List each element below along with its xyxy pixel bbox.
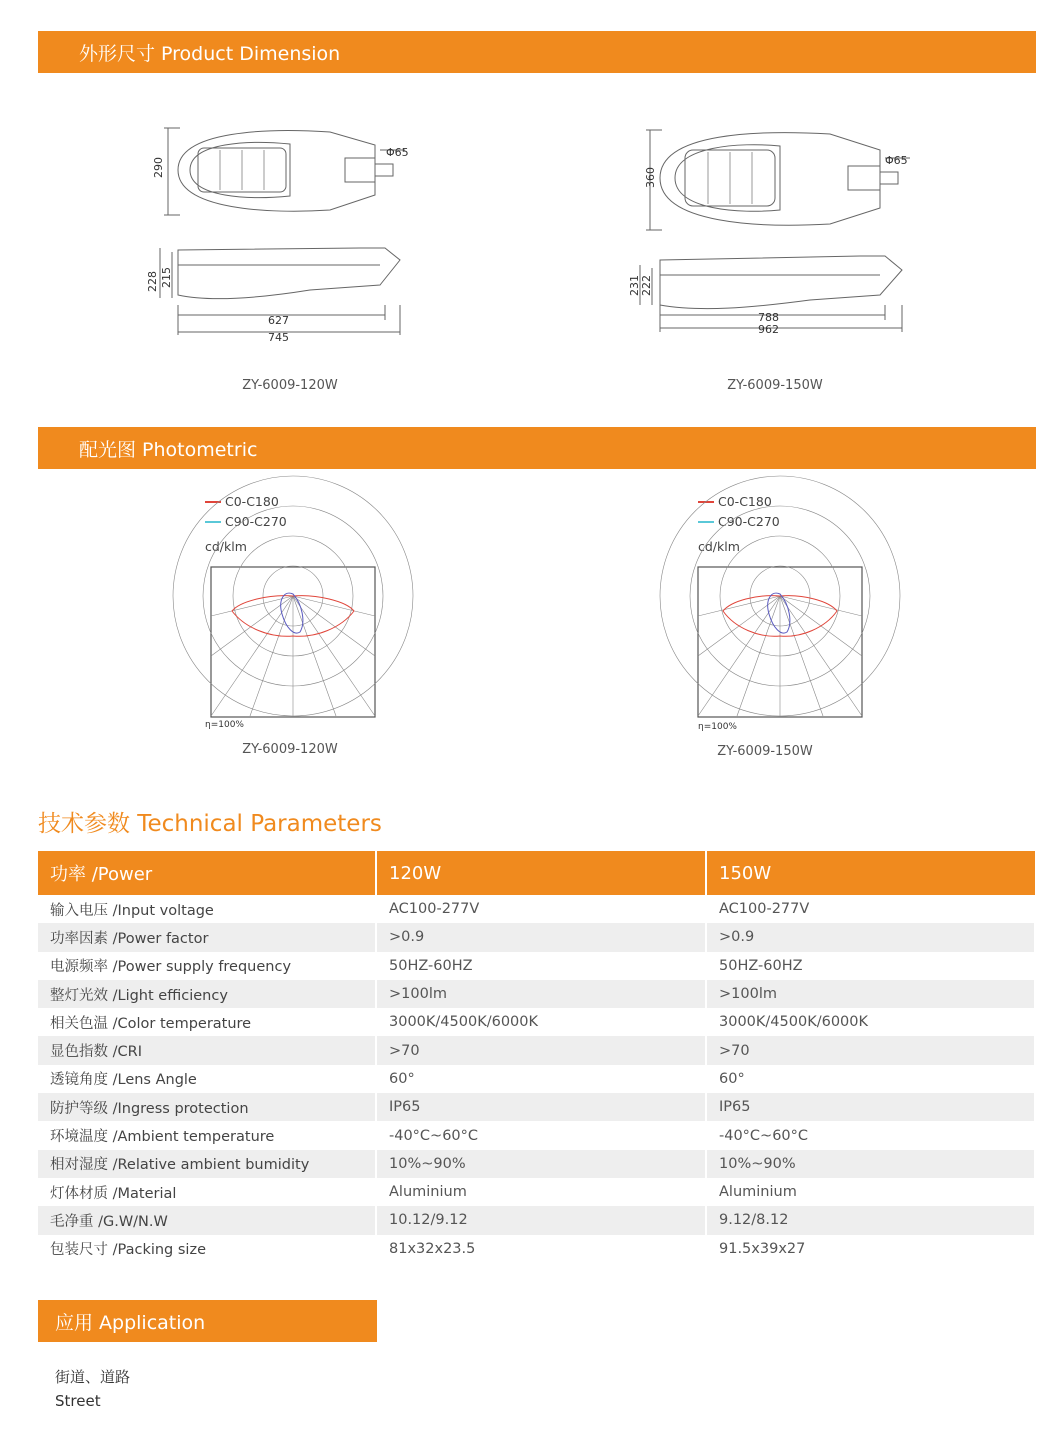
legend-swatch [205,521,221,523]
param-value: 3000K/4500K/6000K [376,1008,706,1036]
application-line-cn: 街道、道路 [55,1368,131,1386]
dimension-drawing-150w [630,120,920,350]
dim-side-h1: 231 [628,275,641,296]
param-value: >0.9 [376,923,706,951]
table-row [38,1121,1035,1149]
legend-item [205,512,287,532]
application-line-en: Street [55,1392,101,1410]
param-name: 输入电压 /Input voltage [38,895,376,923]
table-row [38,980,1035,1008]
section-header-dimension [38,31,1036,73]
table-row [38,1206,1035,1234]
legend-label: C0-C180 [718,494,772,509]
dim-phi: Φ65 [386,146,409,159]
param-value: 91.5x39x27 [706,1235,1035,1263]
param-value: -40°C~60°C [376,1121,706,1149]
dimension-drawing-120w [146,120,420,350]
param-name: 防护等级 /Ingress protection [38,1093,376,1121]
param-value: >100lm [376,980,706,1008]
table-row [38,1093,1035,1121]
photometric-caption-150w: ZY-6009-150W [717,744,813,759]
legend-item [205,492,287,512]
param-value: AC100-277V [376,895,706,923]
param-value: Aluminium [706,1178,1035,1206]
dim-side-h2: 222 [640,275,653,296]
param-value: 3000K/4500K/6000K [706,1008,1035,1036]
table-row [38,1235,1035,1263]
header-cell: 150W [706,851,1035,895]
param-value: >100lm [706,980,1035,1008]
photometric-unit: cd/klm [698,539,740,554]
dim-height: 290 [152,157,165,178]
section-title: 配光图 Photometric [79,438,258,461]
param-value: 60° [706,1065,1035,1093]
dim-height: 360 [644,167,657,188]
legend-label: C90-C270 [225,514,287,529]
param-value: 81x32x23.5 [376,1235,706,1263]
param-value: 10%~90% [706,1150,1035,1178]
technical-title: 技术参数 Technical Parameters [38,811,382,837]
dim-len1: 627 [268,314,289,327]
section-title: 应用 Application [55,1311,206,1334]
param-value: >70 [376,1036,706,1064]
table-row [38,1065,1035,1093]
param-value: >70 [706,1036,1035,1064]
legend-item [698,492,780,512]
legend-label: C90-C270 [718,514,780,529]
param-value: 10.12/9.12 [376,1206,706,1234]
param-name: 电源频率 /Power supply frequency [38,952,376,980]
header-cell: 120W [376,851,706,895]
section-header-photometric [38,427,1036,469]
efficiency-label: η=100% [698,722,737,732]
dim-side-h2: 215 [160,267,173,288]
table-row [38,952,1035,980]
photometric-unit: cd/klm [205,539,247,554]
photometric-legend [205,492,287,532]
section-title: 外形尺寸 Product Dimension [79,42,341,65]
param-name: 环境温度 /Ambient temperature [38,1121,376,1149]
header-cell: 功率 /Power [38,851,376,895]
param-value: 9.12/8.12 [706,1206,1035,1234]
polar-diagram-120w [210,566,376,718]
dim-len2: 962 [758,323,779,336]
param-value: >0.9 [706,923,1035,951]
legend-item [698,512,780,532]
parameters-table [38,851,1036,1263]
dim-side-h1: 228 [146,271,159,292]
param-name: 透镜角度 /Lens Angle [38,1065,376,1093]
param-name: 整灯光效 /Light efficiency [38,980,376,1008]
legend-swatch [698,521,714,523]
legend-label: C0-C180 [225,494,279,509]
param-name: 相对湿度 /Relative ambient bumidity [38,1150,376,1178]
param-name: 灯体材质 /Material [38,1178,376,1206]
param-value: 50HZ-60HZ [706,952,1035,980]
dim-phi: Φ65 [885,154,908,167]
dim-len1: 788 [758,311,779,324]
table-row [38,923,1035,951]
param-value: -40°C~60°C [706,1121,1035,1149]
param-value: IP65 [706,1093,1035,1121]
model-caption-150w: ZY-6009-150W [727,378,823,393]
dim-len2: 745 [268,331,289,344]
param-name: 功率因素 /Power factor [38,923,376,951]
photometric-caption-120w: ZY-6009-120W [242,742,338,757]
table-row [38,1036,1035,1064]
param-name: 包装尺寸 /Packing size [38,1235,376,1263]
table-header-row [38,851,1035,895]
param-value: Aluminium [376,1178,706,1206]
param-value: 10%~90% [376,1150,706,1178]
table-row [38,1178,1035,1206]
param-value: 50HZ-60HZ [376,952,706,980]
model-caption-120w: ZY-6009-120W [242,378,338,393]
param-name: 相关色温 /Color temperature [38,1008,376,1036]
param-name: 显色指数 /CRI [38,1036,376,1064]
param-value: AC100-277V [706,895,1035,923]
param-value: IP65 [376,1093,706,1121]
param-name: 毛净重 /G.W/N.W [38,1206,376,1234]
table-row [38,1008,1035,1036]
polar-diagram-150w [697,566,863,718]
param-value: 60° [376,1065,706,1093]
section-header-application [38,1300,377,1342]
efficiency-label: η=100% [205,720,244,730]
table-row [38,1150,1035,1178]
table-row [38,895,1035,923]
